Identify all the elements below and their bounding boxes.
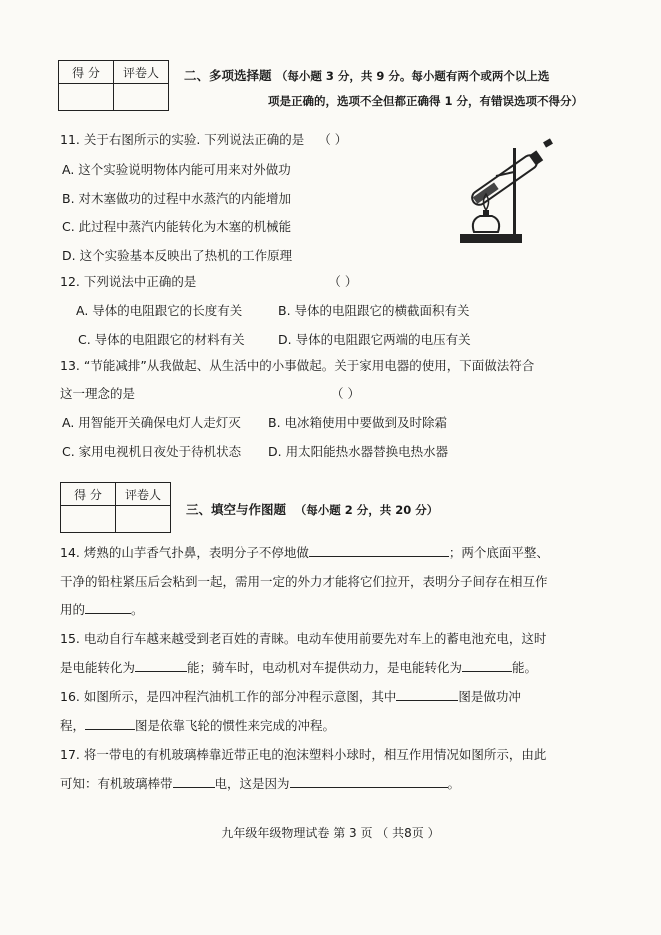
section3-note: （每小题 2 分，共 20 分） — [294, 503, 439, 517]
section3-title: 三、填空与作图题 — [186, 502, 287, 517]
q15-blank1[interactable] — [135, 659, 187, 672]
grader-cell[interactable] — [114, 84, 169, 111]
q13-stem-line2 — [60, 384, 360, 402]
grader-label: 评卷人 — [114, 61, 169, 84]
q16-text1: 16. 如图所示，是四冲程汽油机工作的部分冲程示意图，其中 — [60, 689, 397, 704]
q16-text3: 程， — [60, 718, 86, 733]
q15-text2: 是电能转化为 — [60, 660, 136, 675]
section3-heading — [186, 500, 438, 518]
q14-line3 — [60, 600, 144, 618]
q14-text2: ；两个底面平整、 — [448, 545, 549, 560]
q12-stem-line — [60, 272, 357, 290]
q12-option-b: B. 导体的电阻跟它的横截面积有关 — [278, 303, 470, 318]
q16-blank2[interactable] — [85, 717, 135, 730]
q16-line1 — [60, 687, 521, 705]
score-cell[interactable] — [59, 84, 114, 111]
q12-option-c: C. 导体的电阻跟它的材料有关 — [78, 332, 245, 347]
score-table-section2 — [58, 60, 169, 111]
score-label: 得 分 — [61, 483, 116, 506]
q15-blank2[interactable] — [462, 659, 512, 672]
q14-line2: 干净的铅柱紧压后会粘到一起，需用一定的外力才能将它们拉开，表明分子间存在相互作 — [60, 574, 548, 589]
score-cell[interactable] — [61, 506, 116, 533]
q17-text2: 可知：有机玻璃棒带 — [60, 776, 173, 791]
q14-text1: 14. 烤熟的山芋香气扑鼻，表明分子不停地做 — [60, 545, 309, 560]
q14-blank2[interactable] — [85, 601, 131, 614]
q14-blank1[interactable] — [309, 544, 449, 557]
grader-cell[interactable] — [116, 506, 171, 533]
q13-option-b: B. 电冰箱使用中要做到及时除霜 — [268, 415, 448, 430]
q17-text3: 电，这是因为 — [214, 776, 290, 791]
q11-option-b: B. 对木塞做功的过程中水蒸汽的内能增加 — [62, 191, 292, 206]
q17-blank1[interactable] — [173, 775, 215, 788]
q12-option-d: D. 导体的电阻跟它两端的电压有关 — [278, 332, 471, 347]
q11-stem-line — [60, 130, 347, 148]
q16-text2: 图是做功冲 — [458, 689, 521, 704]
q11-option-c: C. 此过程中蒸汽内能转化为木塞的机械能 — [62, 219, 292, 234]
q11-stem: 11. 关于右图所示的实验. 下列说法正确的是 — [60, 132, 305, 147]
q14-text5: 。 — [131, 602, 144, 617]
q15-line2 — [60, 658, 537, 676]
q13-option-a: A. 用智能开关确保电灯人走灯灭 — [62, 415, 241, 430]
section2-note-line1: （每小题 3 分，共 9 分。每小题有两个或两个以上选 — [275, 69, 550, 83]
section2-note-line2-wrap — [268, 93, 583, 109]
section2-heading — [184, 66, 549, 84]
q17-text4: 。 — [447, 776, 461, 791]
page-footer: 九年级年级物理试卷 第 3 页 （ 共8页 ） — [221, 826, 440, 840]
q11-answer-paren[interactable]: （ ） — [318, 132, 348, 147]
q13-stem-line1: 13. “节能减排”从我做起、从生活中的小事做起。关于家用电器的使用，下面做法符合 — [60, 358, 535, 373]
q15-line1: 15. 电动自行车越来越受到老百姓的青睐。电动车使用前要先对车上的蓄电池充电，这时 — [60, 631, 547, 646]
q12-stem: 12. 下列说法中正确的是 — [60, 274, 197, 289]
q17-blank2[interactable] — [290, 775, 448, 788]
score-label: 得 分 — [59, 61, 114, 84]
q12-option-a: A. 导体的电阻跟它的长度有关 — [76, 303, 243, 318]
q16-blank1[interactable] — [396, 688, 458, 701]
q13-option-c: C. 家用电视机日夜处于待机状态 — [62, 444, 242, 459]
q16-line2 — [60, 716, 335, 734]
q14-text4: 用的 — [60, 602, 86, 617]
section2-note-line2: 项是正确的，选项不全但都正确得 1 分，有错误选项不得分） — [268, 94, 584, 108]
grader-label: 评卷人 — [116, 483, 171, 506]
q16-text4: 图是依靠飞轮的惯性来完成的冲程。 — [135, 718, 336, 733]
q14-line1 — [60, 543, 549, 561]
score-table-section3 — [60, 482, 171, 533]
q11-option-a: A. 这个实验说明物体内能可用来对外做功 — [62, 162, 291, 177]
section2-title: 二、多项选择题 — [184, 68, 272, 83]
q13-answer-paren[interactable]: （ ） — [331, 386, 360, 401]
q13-stem-line2-text: 这一理念的是 — [60, 386, 136, 401]
q15-text3: 能；骑车时，电动机对车提供动力，是电能转化为 — [187, 660, 463, 675]
q17-line2 — [60, 774, 460, 792]
q13-option-d: D. 用太阳能热水器替换电热水器 — [268, 444, 449, 459]
q12-answer-paren[interactable]: （ ） — [328, 274, 358, 289]
test-tube-steam-apparatus-icon — [452, 128, 562, 248]
q11-option-d: D. 这个实验基本反映出了热机的工作原理 — [62, 248, 293, 263]
q17-line1: 17. 将一带电的有机玻璃棒靠近带正电的泡沫塑料小球时，相互作用情况如图所示，由此 — [60, 747, 547, 762]
q15-text4: 能。 — [512, 660, 538, 675]
